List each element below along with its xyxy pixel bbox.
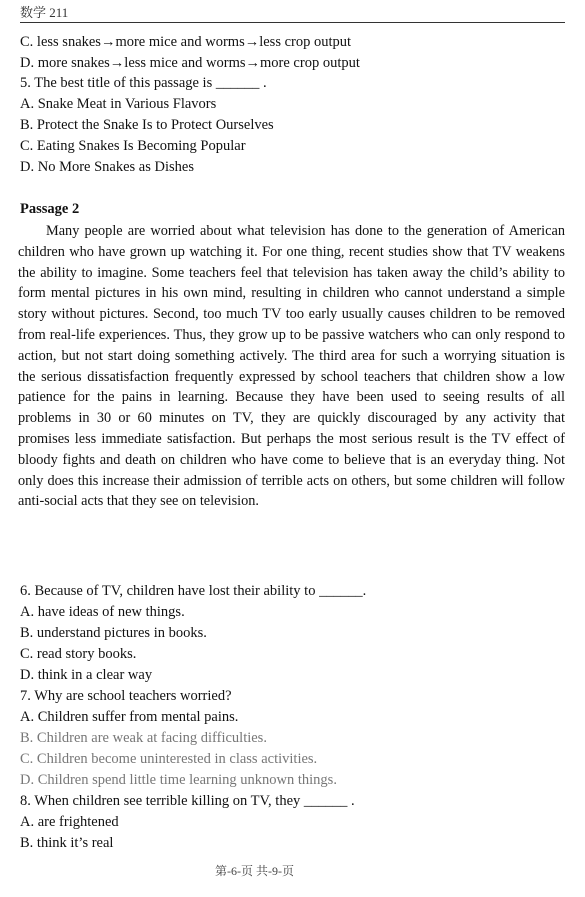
- q4-option-c: C. less snakes→more mice and worms→less crop output: [20, 34, 352, 50]
- q5-stem: 5. The best title of this passage is ______ .: [20, 75, 267, 91]
- q7-option-a: A. Children suffer from mental pains.: [20, 709, 239, 725]
- q7-option-d: D. Children spend little time learning unknown things.: [20, 772, 337, 788]
- q5-option-d: D. No More Snakes as Dishes: [20, 159, 194, 175]
- page-footer: 第-6-页 共-9-页: [215, 864, 294, 878]
- passage-text: Many people are worried about what television has done to the generation of American children who have grown up watching it. For one thing, recent studies show that TV weakens the ability to imagine. Some teachers feel that television has taken away the child’s ability to form mental pictures in his own mind, resulting in children who cannot understand a simple story without pictures. Second, too much TV too early usually causes children to be removed from real-life experiences. Thus, they grow up to be passive watchers who can only respond to action, but not start doing something actively. The third area for such a worrying situation is the serious dissatisfaction frequently expressed by school teachers that children show a low patience for the pains in learning. Because they have been used to seeing results of all problems in 30 or 60 minutes on TV, they are quickly discouraged by any activity that promises less immediate satisfaction. But perhaps the most serious result is the TV effect of bloody fights and death on children who have come to believe that is an everyday thing. Not only does this increase their admission of terrible acts on others, but some children will follow anti-social acts that they see on television.: [18, 223, 565, 510]
- q8-stem: 8. When children see terrible killing on TV, they ______ .: [20, 793, 355, 809]
- q6-option-d: D. think in a clear way: [20, 667, 153, 683]
- q4-option-d: D. more snakes→less mice and worms→more crop output: [20, 55, 360, 71]
- q5-option-c: C. Eating Snakes Is Becoming Popular: [20, 138, 246, 154]
- q7-stem: 7. Why are school teachers worried?: [20, 688, 232, 704]
- q6-option-a: A. have ideas of new things.: [20, 604, 185, 620]
- q5-option-b: B. Protect the Snake Is to Protect Ourselves: [20, 117, 274, 133]
- q6-stem: 6. Because of TV, children have lost their ability to ______.: [20, 583, 367, 599]
- passage-title: Passage 2: [20, 201, 80, 217]
- q8-option-b: B. think it’s real: [20, 835, 114, 851]
- q7-option-b: B. Children are weak at facing difficulties.: [20, 730, 267, 746]
- q6-option-c: C. read story books.: [20, 646, 137, 662]
- q5-option-a: A. Snake Meat in Various Flavors: [20, 96, 217, 112]
- q8-option-a: A. are frightened: [20, 814, 119, 830]
- passage-body: [18, 221, 565, 512]
- q7-option-c: C. Children become uninterested in class activities.: [20, 751, 318, 767]
- q6-option-b: B. understand pictures in books.: [20, 625, 207, 641]
- page-header: 数学 211: [20, 2, 565, 23]
